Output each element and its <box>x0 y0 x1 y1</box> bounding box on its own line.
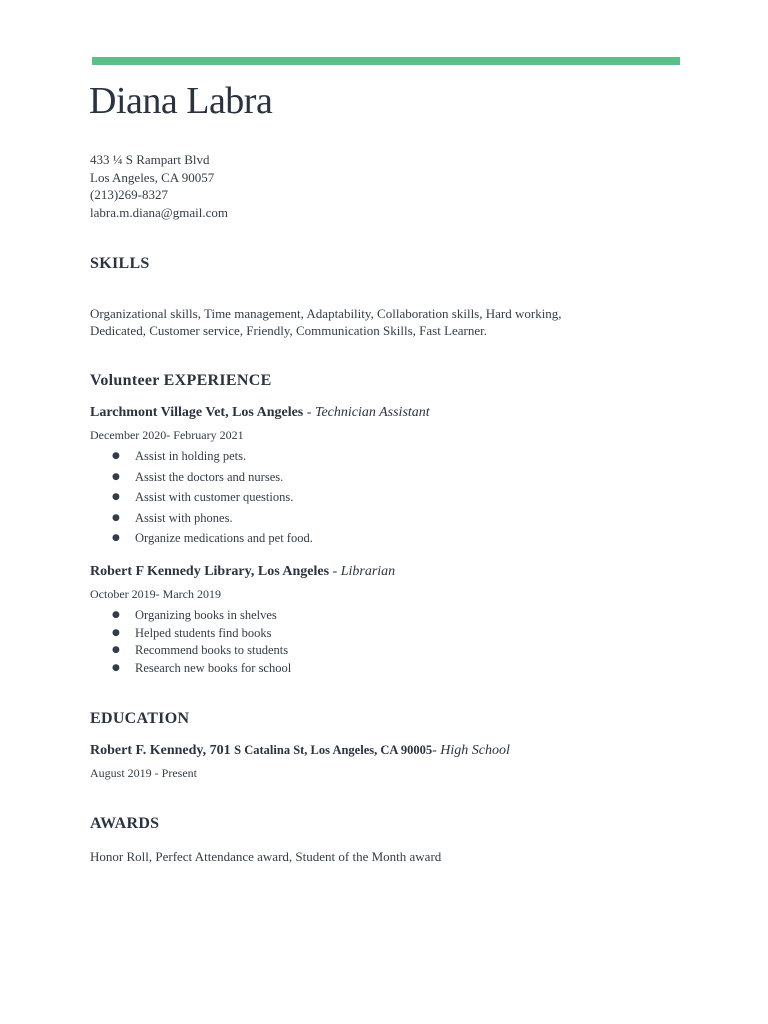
list-item: ● Recommend books to students <box>110 642 291 660</box>
job-duties-2 <box>110 607 291 677</box>
skills-heading: SKILLS <box>90 255 150 272</box>
contact-phone: (213)269-8327 <box>90 187 168 203</box>
job-duties-1 <box>110 446 313 549</box>
job-role-2: Librarian <box>340 564 396 579</box>
contact-block <box>90 151 228 222</box>
list-item: ● Assist the doctors and nurses. <box>110 467 313 488</box>
contact-address: 433 ¼ S Rampart Blvd <box>90 152 210 167</box>
accent-bar <box>92 57 680 65</box>
education-address: S Catalina St, Los Angeles, CA 90005 <box>234 743 433 757</box>
job-dates-2: October 2019- March 2019 <box>90 587 221 601</box>
list-item: ● Organize medications and pet food. <box>110 528 313 549</box>
list-item: ● Research new books for school <box>110 660 291 678</box>
list-item: ● Assist with phones. <box>110 508 313 529</box>
list-item: ● Assist in holding pets. <box>110 446 313 467</box>
job-role-1: Technician Assistant <box>314 405 430 420</box>
education-heading: EDUCATION <box>90 710 190 727</box>
list-item: ● Organizing books in shelves <box>110 607 291 625</box>
education-dates: August 2019 - Present <box>90 766 197 780</box>
list-item: ● Helped students find books <box>110 625 291 643</box>
job-separator-1: - <box>303 405 315 420</box>
job-title-2 <box>90 564 395 580</box>
awards-heading: AWARDS <box>90 815 160 832</box>
skills-text: Organizational skills, Time management, Adaptability, Collaboration skills, Hard working, Dedicated, Customer service, Friendly, Communication Skills, Fast Learner. <box>90 306 562 338</box>
experience-heading: Volunteer EXPERIENCE <box>90 372 272 389</box>
education-level: High School <box>440 743 510 758</box>
job-org-1: Larchmont Village Vet, Los Angeles <box>90 405 304 420</box>
job-org-2: Robert F Kennedy Library, Los Angeles <box>90 564 330 579</box>
contact-city: Los Angeles, CA 90057 <box>90 169 215 185</box>
education-separator: - <box>432 743 441 758</box>
awards-text: Honor Roll, Perfect Attendance award, Student of the Month award <box>90 849 442 864</box>
education-school: Robert F. Kennedy, 701 <box>90 743 235 758</box>
education-title <box>90 743 510 759</box>
resume-name: Diana Labra <box>89 80 273 122</box>
job-dates-1: December 2020- February 2021 <box>90 428 244 442</box>
list-item: ● Assist with customer questions. <box>110 487 313 508</box>
job-separator-2: - <box>329 564 341 579</box>
contact-email: labra.m.diana@gmail.com <box>90 205 228 221</box>
job-title-1 <box>90 405 430 421</box>
